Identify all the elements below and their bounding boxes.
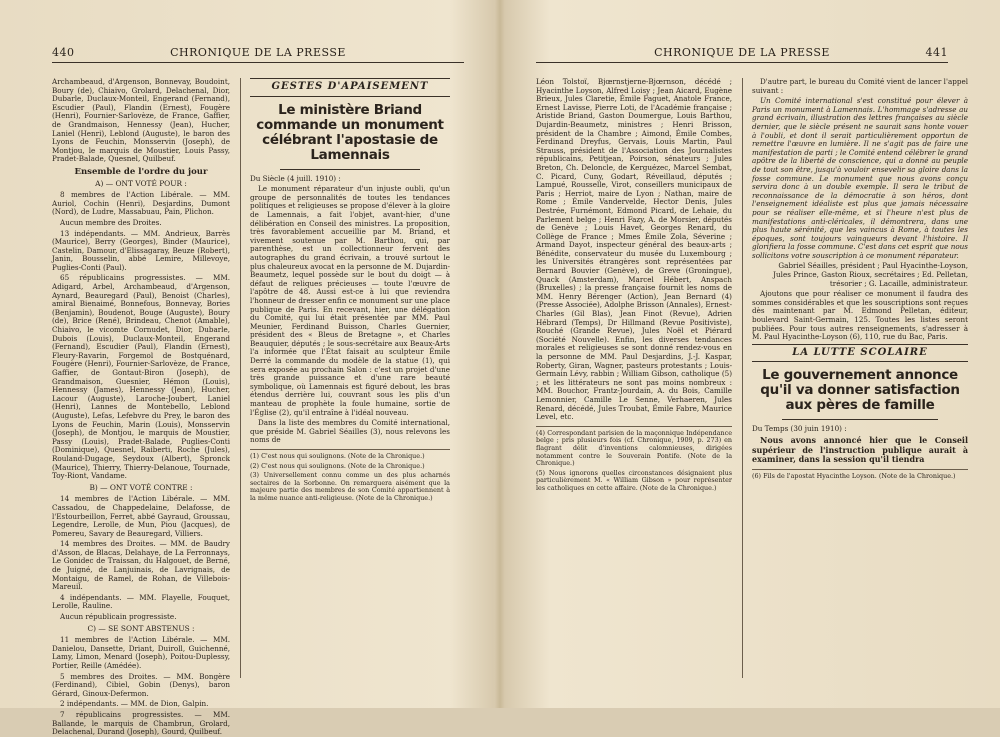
article-lead: Nous avons annoncé hier que le Conseil supérieur de l'instruction publique aurait à examiner, dans la session qu'il tiendra: [752, 435, 968, 465]
footnote: (2) C'est nous qui soulignons. (Note de la Chronique.): [250, 461, 425, 470]
article-body: Léon Tolstoï, Bjœrnstjerne-Bjœrnson, décédé ; Hyacinthe Loyson, Alfred Loisy ; Jean Aicard, Eugène Brieux, Jules Claretie, Émile Faguet, Anatole France, Ernest Lavisse, Pierre Loti, de l'Académie française ; Aristide Briand, Gaston Doumergue, Louis Barthou, Dujardin-Beaumetz, ministres ; Henri Brisson, président de la Chambre ; Aimond, Émile Combes, Ferdinand Dreyfus, Gervais, Louis Martin, Paul Strauss, président de l'Association des Journalistes républicains, Petitjean, Poirson, sénateurs ; Jules Breton, Ch. Deloncle, de Kerguézec, Marcel Sembat, C. Picard, Cuny, Godart, Réveillaud, députés ; Lampué, Rousselle, Virot, conseillers municipaux de Paris ; Herriot, maire de Lyon ; Nathan, maire de Rome ; Émile Vandervelde, Hector Denis, Jules Destrée, Furnémont, Edmond Picard, de Lehaie, du Parlement belge ; Henri Fazy, A. de Morsier, députés de Genève ; Louis Havet, Georges Renard, du Collège de France ; Mmes Émile Zola, Séverine ; Armand Dayot, inspecteur général des beaux-arts ; Bénédite, conservateur du musée du Luxembourg ; les Universités étrangères sont représentées par Bernard Bouvier (Genève), de Greve (Groningue), Quack (Amsterdam), Marcel Hébert, Anspach (Bruxelles) ; la presse française fournit les noms de MM. Henry Bérenger (Action), Jean Bernard (4) (Presse Associée), Adolphe Brisson (Annales), Ernest-Charles (Gil Blas), Jean Finot (Revue), Adrien Hébrard (Temps), Dr Hillmand (Revue Positiviste), Rouché (Grande Revue), Jules Noël et Piérard (Société Nouvelle). Enfin, les diverses tendances morales et religieuses se sont donné rendez-vous en la personne de MM. Paul Desjardins, J.-J. Kaspar, Roberty, Giran, Wagner, pasteurs protestants ; Louis-Germain Lévy, rabbin ; William Gibson, catholique (5) ; et les littérateurs ne sont pas moins nombreux : MM. Bouchor, Frantz-Jourdain, A. du Bois, Camille Lemonnier, Camille Le Senne, Verhaeren, Jules Renard, décédé, Jules Troubat, Émile Fabre, Maurice Level, etc.: [536, 77, 732, 422]
vote-paragraph: 65 républicains progressistes. — MM. Adigard, Arbel, Archambeaud, d'Argenson, Aynard, Beauregard (Paul), Benoist (Charles), amiral Bienaimé, Bonnefous, Bonnevay, Bories (Benjamin), Boudenot, Bouge (Auguste), Boury (de), Brice (René), Brindeau, Chenot (Amable), Chiaivo, le vicomte Cornudet, Dior, Dubarle, Dubois (Louis), Duclaux-Monteil, Engerand (Fernand), Escudier (Paul), Flandin (Ernest), Fleury-Ravarin, Forgemol de Bostquénard, Fougère (Henri), Fournier-Sarlovèze, de France, Gaffier, de Gontaut-Biron (Joseph), de Grandmaison, Guesnier, Hémon (Louis), Hennessy (James), Hennessy (Jean), Hucher, Lacour (Auguste), Laroche-Joubert, Laniel (Henri), Lannes de Montebello, Leblond (Auguste), Lefas, Lefebvre du Prey, le baron des Lyons de Feuchin, Marin (Louis), Monsservin (Joseph), de Montjou, le marquis de Moustier, Passy (Louis), Pradet-Balade, Puglies-Conti (Dominique), Quesnel, Raiberti, Roche (Jules), Rouland-Dugage, Seydoux (Albert), Spronck (Maurice), Thierry, Thierry-Delanoue, Tournade, Toy-Riont, Vandame.: [52, 273, 230, 481]
column-rule: [742, 78, 743, 678]
voted-for-title: A) — ONT VOTÉ POUR :: [95, 178, 187, 188]
headline-rule: [280, 169, 420, 170]
source-line: Du Siècle (4 juill. 1910) :: [250, 173, 341, 183]
vote-list-intro: Archambeaud, d'Argenson, Bonnevay, Boudoint, Boury (de), Chiaivo, Grolard, Delachenal, Dior, Dubarle, Duclaux-Monteil, Engerand (Fernand), Escudier (Paul), Flandin (Ernest), Fougère (Henri), Fournier-Sarlovèze, de France, Gaffier, de Grandmaison, Hennessy (Jean), Hucher, Laniel (Henri), Leblond (Auguste), le baron des Lyons de Feuchin, Monsservin (Joseph), de Montjou, le marquis de Moustier, Louis Passy, Pradet-Balade, Quesnel, Quilbeuf.: [52, 77, 230, 164]
left-page: [0, 0, 496, 737]
running-title: CHRONIQUE DE LA PRESSE: [654, 46, 830, 59]
article-body: Dans la liste des membres du Comité international, que préside M. Gabriel Séailles (3), nous relevons les noms de: [250, 418, 450, 445]
vote-paragraph: 7 républicains progressistes. — MM. Ballande, le marquis de Chambrun, Grolard, Delachenal, Durand (Joseph), Gourd, Quilbeuf.: [52, 709, 230, 737]
voted-against-title: B) — ONT VOTÉ CONTRE :: [89, 482, 193, 492]
vote-paragraph: 13 indépendants. — MM. Andrieux, Barrès (Maurice), Berry (Georges), Binder (Maurice), Castelin, Damour, d'Elissagaray, Beuze (Robert), Janin, Bousselin, abbé Lemire, Millevoye, Puglies-Conti (Paul).: [52, 228, 230, 272]
article-body: Ajoutons que pour réaliser ce monument il faudra des sommes considérables et que les souscriptions sont reçues dès maintenant par M. Edmond Pelletan, éditeur, boulevard Saint-Germain, 125. Toutes les listes seront publiées. Pour tous autres renseignements, s'adresser à M. Paul Hyacinthe-Loyson (6), 110, rue du Bac, Paris.: [752, 289, 968, 342]
right-page: [504, 0, 1000, 708]
appeal-signatures: Gabriel Séailles, président ; Paul Hyacinthe-Loyson, Jules Prince, Gaston Rioux, secrétaires ; Ed. Pelletan, trésorier ; G. Lacaille, administrateur.: [773, 261, 968, 288]
vote-paragraph: Aucun républicain progressiste.: [60, 612, 177, 622]
footnotes: [536, 426, 732, 493]
right-page-header: [536, 46, 948, 63]
vote-paragraph: Aucun membre des Droites.: [60, 217, 162, 227]
appeal-text: Un Comité international s'est constitué pour élever à Paris un monument à Lamennais. L'hommage s'adresse au grand écrivain, illustration des lettres françaises au siècle dernier, que le siècle présent ne saurait sans honte vouer à l'oubli, et dont il serait particulièrement opportun de remettre l'œuvre en lumière. Il ne s'agit pas de faire une manifestation de parti ; le Comité entend célébrer le grand apôtre de la liberté de conscience, qui a donné au peuple de tout son être, jusqu'à vouloir ensevelir sa gloire dans la fosse commune. Le monument que nous avons conçu servira donc à un double exemple. Il sera le tribut de reconnaissance de la démocratie à son héros, dont l'enseignement idéaliste est plus que jamais nécessaire pour se réaliser elle-même, et si l'heure n'est plus de manifestations anti-cléricales, il démontrera, dans une plus haute sérénité, que les vaincus à Rome, à toutes les époques, sont toujours vainqueurs devant l'histoire. Il glorifiera la fosse commune. C'est dans cet esprit que nous sollicitons votre souscription à ce monument réparateur.: [752, 96, 968, 260]
footnote: (6) Fils de l'apostat Hyacinthe Loyson. (Note de la Chronique.): [752, 471, 956, 480]
column-rule: [240, 78, 241, 678]
page-number: 441: [925, 46, 948, 59]
right-column-2: [752, 78, 968, 688]
abstain-title: C) — SE SONT ABSTENUS :: [87, 623, 195, 633]
vote-paragraph: 4 indépendants. — MM. Flayelle, Fouquet, Lerolle, Rauline.: [52, 592, 230, 611]
article-headline: Le gouvernement annonce qu'il va donner satisfaction aux pères de famille: [760, 367, 960, 414]
footnote: (5) Nous ignorons quelles circonstances désignaient plus particulièrement M. « William Gibson » pour représenter les catholiques en cette affaire. (Note de la Chronique.): [536, 468, 732, 492]
page-number: 440: [52, 46, 75, 59]
article-body: D'autre part, le bureau du Comité vient de lancer l'appel suivant :: [752, 77, 968, 95]
vote-paragraph: 8 membres de l'Action Libérale. — MM. Auriol, Cochin (Henri), Desjardins, Dumont (Nord), de Ludre, Massabuau, Pain, Plichon.: [52, 190, 230, 217]
vote-paragraph: 5 membres des Droites. — MM. Bongère (Ferdinand), Cibiel, Gobin (Denys), baron Gérard, Ginoux-Defermon.: [52, 671, 230, 698]
vote-paragraph: 14 membres des Droites. — MM. de Baudry d'Asson, de Blacas, Delahaye, de La Ferronnays, Le Gonidec de Traissan, du Halgouet, de Berné, de Juigné, de Lanjuinais, de Lavrignais, de Montaigu, de Ramel, de Rohan, de Villebois-Mareuil.: [52, 539, 230, 592]
section-box-title: GESTES D'APAISEMENT: [250, 78, 450, 97]
source-line: Du Temps (30 juin 1910) :: [752, 424, 847, 434]
footnotes: [752, 469, 968, 481]
running-title: CHRONIQUE DE LA PRESSE: [170, 46, 346, 59]
left-column-1: [52, 77, 230, 737]
article-headline: Le ministère Briand commande un monument célébrant l'apostasie de Lamennais: [256, 101, 444, 163]
vote-paragraph: 14 membres de l'Action Libérale. — MM. Cassadou, de Chappedelaine, Delafosse, de l'Estourbeillon, Ferret, abbé Gayraud, Groussau, Legendre, Lerolle, de Mun, Piou (Jacques), de Pomereu, Savary de Beauregard, Villiers.: [52, 494, 230, 538]
left-column-2: [250, 78, 450, 688]
article-body: Le monument réparateur d'un injuste oubli, qu'un groupe de personnalités de toutes les tendances politiques et religieuses se propose d'élever à la gloire de Lamennais, a fait l'objet, avant-hier, d'une délibération en Conseil des ministres. La proposition, très favorablement accueillie par M. Briand, et vivement soutenue par M. Barthou, qui, par parenthèse, est un collectionneur fervent des autographes du grand écrivain, a trouvé surtout le plus chaleureux avocat en la personne de M. Dujardin-Beaumetz, lequel possède sur le bout du doigt — à défaut de reliques précieuses — toute l'œuvre de l'apôtre de 48. Aussi est-ce à lui que reviendra l'honneur de dresser enfin ce monument sur une place publique de Paris. En recevant, hier, une délégation du Comité, qui lui était présentée par MM. Paul Meunier, Ferdinand Buisson, Charles Guernier, président des « Bleus de Bretagne », et Charles Beauquier, députés ; le sous-secrétaire aux Beaux-Arts l'a informée que l'État faisait au sculpteur Émile Derré la commande du modèle de la statue (1), qui sera exposée au prochain Salon : c'est un projet d'une très grande puissance et d'une rare beauté symbolique, où Lamennais est figuré debout, les bras étendus derrière lui, couvrant sous les plis d'un manteau de prophète la foule humaine, sortie de l'Église (2), qu'il entraîne à l'idéal nouveau.: [250, 184, 450, 417]
footnotes: [250, 449, 450, 503]
section-title: Ensemble de l'ordre du jour: [74, 166, 208, 177]
headline-rule: [782, 419, 938, 420]
left-page-header: [52, 46, 464, 63]
vote-paragraph: 11 membres de l'Action Libérale. — MM. Danielou, Dansette, Driant, Duiroll, Guichenné, Lamy, Limon, Menard (Joseph), Poitou-Duplessy, Portier, Reille (Amédée).: [52, 635, 230, 670]
footnote: (1) C'est nous qui soulignons. (Note de la Chronique.): [250, 452, 425, 460]
right-column-1: [536, 78, 732, 688]
vote-paragraph: 2 indépendants. — MM. de Dion, Galpin.: [60, 699, 209, 709]
footnote: (3) Universellement connu comme un des plus acharnés sectaires de la Sorbonne. On remarquera aisément que la majeure partie des membres de son Comité appartiennent à la même nuance anti-religieuse. (Note de la Chronique.): [250, 471, 450, 502]
section-box-title: LA LUTTE SCOLAIRE: [752, 344, 968, 363]
footnote: (4) Correspondant parisien de la maçonnique Indépendance belge ; pris plusieurs fois (cf. Chronique, 1909, p. 273) en flagrant délit d'inventions calomnieuses, dirigées notamment contre le Souverain Pontife. (Note de la Chronique.): [536, 428, 732, 468]
